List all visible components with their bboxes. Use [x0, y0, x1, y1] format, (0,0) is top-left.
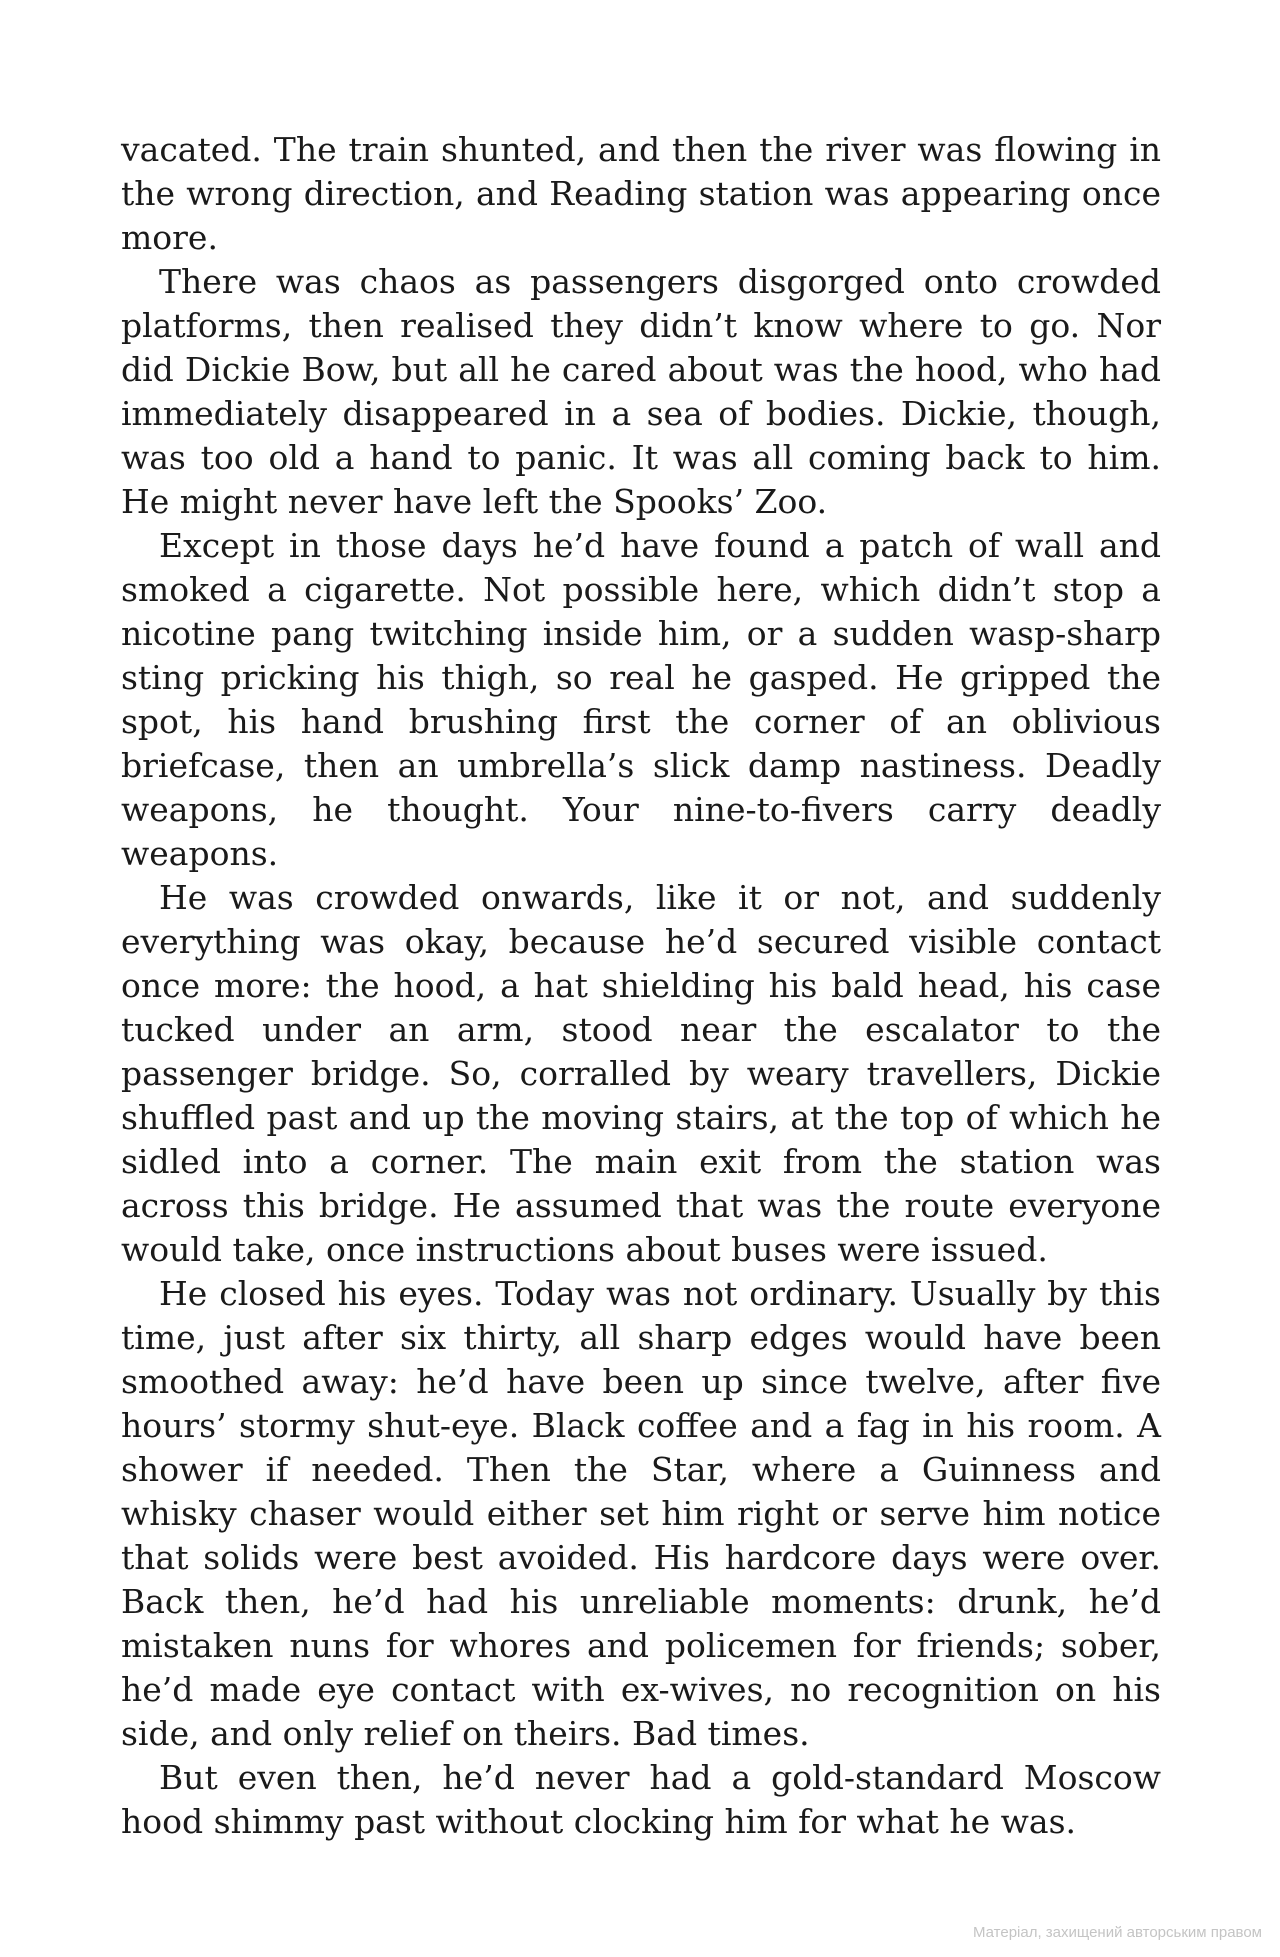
paragraph-3: Except in those days he’d have found a patch of wall and smoked a cigarette. Not possible here, which didn’t stop a nicotine pang twitching inside him, or a sudden wasp-sharp sting pricking his thigh, so real he gasped. He gripped the spot, his hand brushing first the corner of an oblivious briefcase, then an umbrella’s slick damp nastiness. Deadly weapons, he thought. Your nine-to-fivers carry deadly weapons. — [121, 526, 1161, 873]
paragraph-5: He closed his eyes. Today was not ordinary. Usually by this time, just after six thirty, all sharp edges would have been smoothed away: he’d have been up since twelve, after five hours’ stormy shut-eye. Black coffee and a fag in his room. A shower if needed. Then the Star, where a Guinness and whisky chaser would either set him right or serve him notice that solids were best avoided. His hardcore days were over. Back then, he’d had his unreliable moments: drunk, he’d mistaken nuns for whores and policemen for friends; sober, he’d made eye contact with ex-wives, no recognition on his side, and only relief on theirs. Bad times. — [121, 1274, 1161, 1753]
paragraph-2: There was chaos as passengers disgorged onto crowded platforms, then realised they didn’t know where to go. Nor did Dickie Bow, but all he cared about was the hood, who had immediately disappeared in a sea of bodies. Dickie, though, was too old a hand to panic. It was all coming back to him. He might never have left the Spooks’ Zoo. — [121, 262, 1161, 521]
paragraph-1: vacated. The train shunted, and then the river was flowing in the wrong direction, and Reading station was appearing once more. — [121, 130, 1161, 257]
paragraph-6: But even then, he’d never had a gold-standard Moscow hood shimmy past without clocking him for what he was. — [121, 1758, 1161, 1841]
copyright-watermark: Матеріал, захищений авторським правом — [972, 1924, 1262, 1941]
paragraph-4: He was crowded onwards, like it or not, and suddenly everything was okay, because he’d secured visible contact once more: the hood, a hat shielding his bald head, his case tucked under an arm, stood near the escalator to the passenger bridge. So, corralled by weary travellers, Dickie shuffled past and up the moving stairs, at the top of which he sidled into a corner. The main exit from the station was across this bridge. He assumed that was the route everyone would take, once instructions about buses were issued. — [121, 878, 1161, 1269]
page-body — [121, 128, 1161, 1844]
